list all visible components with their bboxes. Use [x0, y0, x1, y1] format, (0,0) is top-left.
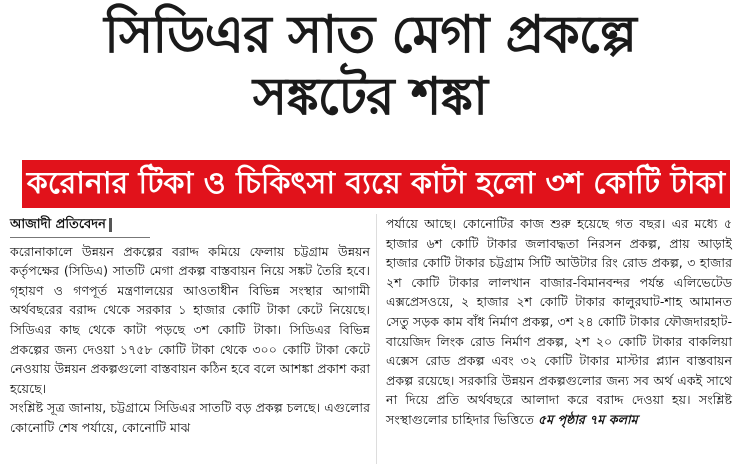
article-paragraph-3-text: পর্যায়ে আছে। কোনোটির কাজ শুরু হয়েছে গত বছর। এর মধ্যে ৫ হাজার ৬শ কোটি টাকার জলাবদ্ধতা নিরসন প্রকল্প, প্রায় আড়াই হাজার কোটি টাকার চট্টগ্রাম সিটি আউটার রিং রোড প্রকল্প, ৩ হাজার ২শ কোটি টাকার লালখান বাজার-বিমানবন্দর পর্যন্ত এলিভেটেড এক্সপ্রেসওয়ে, ২ হাজার ২শ কোটি টাকার কালুরঘাট-শাহ আমানত সেতু সড়ক কাম বাঁধ নির্মাণ প্রকল্প, ৩শ ২৪ কোটি টাকার ফৌজদারহাট-বায়েজিদ লিংক রোড নির্মাণ প্রকল্প, ২শ ২০ কোটি টাকার বাকলিয়া এক্সেস রোড প্রকল্প এবং ৩২ কোটি টাকার মাস্টার প্ল্যান বাস্তবায়ন প্রকল্প রয়েছে। সরকারি উন্নয়ন প্রকল্পগুলোর জন্য সব অর্থ একই সাথে না দিয়ে প্রতি অর্থবছরে আলাদা করে বরাদ্দ দেওয়া হয়। সংশ্লিষ্ট সংস্থাগুলোর চাহিদার ভিত্তিতে: [386, 216, 732, 427]
byline-rule: [10, 237, 150, 238]
byline-text: আজাদী প্রতিবেদন: [10, 217, 106, 232]
byline: [10, 214, 370, 235]
column-divider: [376, 214, 377, 464]
article-left-column: [10, 214, 370, 438]
article-paragraph-1: করোনাকালে উন্নয়ন প্রকল্পের বরাদ্দ কমিয়ে ফেলায় চট্টগ্রাম উন্নয়ন কর্তৃপক্ষের (সিডিএ) সাতটি মেগা প্রকল্প বাস্তবায়ন নিয়ে সঙ্কট তৈরি হবে। গৃহায়ণ ও গণপূর্ত মন্ত্রণালয়ের আওতাধীন বিভিন্ন সংস্থার আগামী অর্থবছরের বরাদ্দ থেকে সরকার ১ হাজার কোটি টাকা কেটে নিয়েছে। সিডিএর কাছ থেকে কাটা পড়ছে ৩শ কোটি টাকা। সিডিএর বিভিন্ন প্রকল্পের জন্য দেওয়া ১৭৫৮ কোটি টাকা থেকে ৩০০ কোটি টাকা কেটে নেওয়ায় উন্নয়ন প্রকল্পগুলো বাস্তবায়ন কঠিন হবে বলে আশঙ্কা প্রকাশ করা হয়েছে।: [10, 243, 370, 396]
headline-line-2: সঙ্কটের শঙ্কা: [252, 67, 488, 127]
subheadline-banner: করোনার টিকা ও চিকিৎসা ব্যয়ে কাটা হলো ৩শ কোটি টাকা: [22, 160, 730, 208]
byline-marker: [109, 218, 112, 232]
article-right-column: [386, 214, 732, 430]
continued-on-link[interactable]: ৫ম পৃষ্ঠার ৭ম কলাম: [537, 411, 638, 427]
headline-line-1: সিডিএর সাত মেগা প্রকল্পে: [104, 5, 636, 65]
headline: [0, 4, 740, 128]
article-paragraph-3: [386, 214, 732, 430]
article-paragraph-2: সংশ্লিষ্ট সূত্র জানায়, চট্টগ্রামে সিডিএর সাতটি বড় প্রকল্প চলছে। এগুলোর কোনোটি শেষ পর্যায়ে, কোনোটি মাঝ: [10, 400, 370, 435]
